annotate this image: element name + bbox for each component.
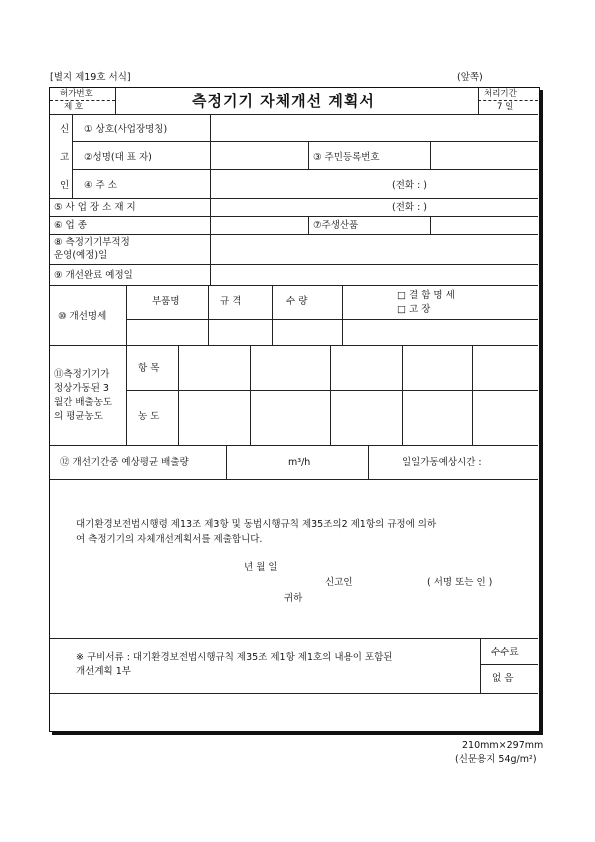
emission-unit: m³/h xyxy=(288,457,311,468)
form-number: [별지 제19호 서식] xyxy=(50,72,131,83)
concentration-label: 농 도 xyxy=(138,411,160,422)
resident-number-label: ③ 주민등록번호 xyxy=(313,152,380,163)
fee-label: 수수료 xyxy=(491,647,519,658)
paper-size: 210mm×297mm xyxy=(462,740,544,751)
site-phone: (전화 : ) xyxy=(392,202,428,213)
item-label: 항 목 xyxy=(138,363,160,374)
main-product-label: ⑦주생산품 xyxy=(313,220,359,231)
permit-number-value: 제 호 xyxy=(64,102,84,112)
completion-date-label: ⑨ 개선완료 예정일 xyxy=(54,270,133,281)
avg-concentration-label-3: 월간 배출농도 xyxy=(54,397,113,408)
defect-detail-field[interactable] xyxy=(343,320,537,344)
column-quantity: 수 량 xyxy=(286,296,308,307)
resident-number-field[interactable] xyxy=(431,142,537,169)
avg-concentration-label-4: 의 평균농도 xyxy=(54,411,103,422)
address-field[interactable] xyxy=(211,170,537,197)
avg-concentration-label-2: 정상가동된 3 xyxy=(54,383,109,394)
statement-line-2: 여 측정기기의 자체개선계획서를 제출합니다. xyxy=(76,534,263,545)
processing-period-value: 7 일 xyxy=(497,102,514,112)
expected-emission-label: ⑫ 개선기간중 예상평균 배출량 xyxy=(60,457,189,468)
reporter-char-1: 신 xyxy=(60,124,70,135)
reporter-label: 신고인 xyxy=(325,577,353,588)
representative-field[interactable] xyxy=(211,142,308,169)
improvement-details-label: ⑩ 개선명세 xyxy=(58,311,107,322)
spec-field[interactable] xyxy=(209,320,271,344)
required-documents-line-1: ※ 구비서류 : 대기환경보전법시행규칙 제35조 제1항 제1호의 내용이 포함된 xyxy=(76,652,393,663)
defect-checkbox-label[interactable]: □ 결 함 명 세 xyxy=(397,290,455,301)
avg-concentration-label-1: ⑪측정기기가 xyxy=(54,369,110,380)
part-name-field[interactable] xyxy=(127,320,207,344)
improper-operation-field[interactable] xyxy=(211,235,537,263)
paper-type: (신문용지 54g/m²) xyxy=(455,754,537,765)
daily-operation-hours-label: 일일가동예상시간 : xyxy=(402,457,482,468)
company-label: ① 상호(사업장명칭) xyxy=(84,124,168,135)
company-field[interactable] xyxy=(211,115,537,141)
processing-period-label: 처리기간 xyxy=(484,89,517,99)
page-title: 측정기기 자체개선 계획서 xyxy=(192,92,375,110)
address-phone: (전화 : ) xyxy=(392,180,428,191)
page-side-label: (앞쪽) xyxy=(457,72,483,83)
required-documents-line-2: 개선계획 1부 xyxy=(76,666,131,677)
permit-number-label: 허가번호 xyxy=(60,89,93,99)
site-location-field[interactable] xyxy=(211,199,537,215)
representative-label: ②성명(대 표 자) xyxy=(84,152,152,163)
industry-label: ⑥ 업 종 xyxy=(54,220,87,231)
addressee-label: 귀하 xyxy=(284,593,303,604)
fee-value: 없 음 xyxy=(492,673,514,684)
submission-date: 년 월 일 xyxy=(244,562,278,573)
site-location-label: ⑤ 사 업 장 소 재 지 xyxy=(54,202,136,213)
industry-field[interactable] xyxy=(211,217,308,233)
address-label: ④ 주 소 xyxy=(84,180,117,191)
column-spec: 규 격 xyxy=(220,296,242,307)
fault-checkbox-label[interactable]: □ 고 장 xyxy=(397,304,431,315)
statement-line-1: 대기환경보전법시행령 제13조 제3항 및 동법시행규칙 제35조의2 제1항의 규정에 의하 xyxy=(76,519,437,530)
main-product-field[interactable] xyxy=(431,217,537,233)
reporter-char-2: 고 xyxy=(60,152,70,163)
quantity-field[interactable] xyxy=(273,320,341,344)
reporter-char-3: 인 xyxy=(60,180,70,191)
improper-operation-label-1: ⑧ 측정기기부적정 xyxy=(54,237,130,248)
column-part-name: 부품명 xyxy=(152,296,180,307)
signature-label: ( 서명 또는 인 ) xyxy=(427,577,493,588)
improper-operation-label-2: 운영(예정)일 xyxy=(54,250,108,261)
completion-date-field[interactable] xyxy=(211,265,537,284)
